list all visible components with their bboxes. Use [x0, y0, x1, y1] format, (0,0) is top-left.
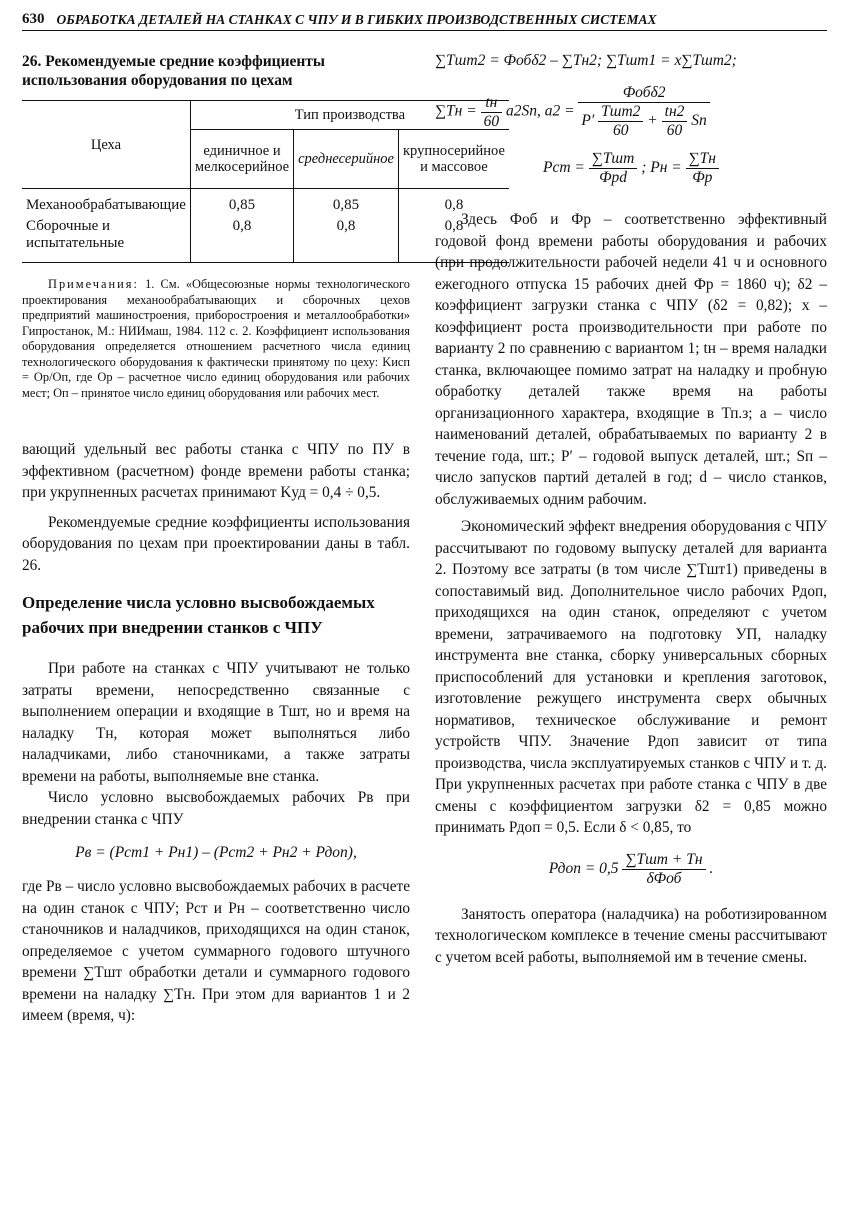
- fraction: [662, 103, 688, 140]
- numerator: ∑Тшт + Тн: [622, 851, 705, 870]
- fraction: [686, 150, 719, 187]
- col-header-medium: среднесерийное: [294, 130, 399, 189]
- paragraph: где Рв – число условно высвобождаемых рабочих в расчете на один станок с ЧПУ; Рст и Рн – соответственно число станочников и наладчиков, приходящихся на один станок, определяемое с учетом суммарного годового штучного времени ∑Тшт обработки детали и суммарного годового времени на наладку ∑Тн. При этом для вариантов 1 и 2 имеем (время, ч):: [22, 878, 410, 1024]
- paragraph: вающий удельный вес работы станка с ЧПУ по ПУ в эффективном (расчетном) фонде времени работы станка; при укрупненных расчетах принимают Kуд = 0,4 ÷ 0,5.: [22, 441, 410, 501]
- fraction: [598, 103, 643, 140]
- table-title: 26. Рекомендуемые средние коэффициенты использования оборудования по цехам: [22, 53, 326, 89]
- running-title: ОБРАБОТКА ДЕТАЛЕЙ НА СТАНКАХ С ЧПУ И В ГИБКИХ ПРОИЗВОДСТВЕННЫХ СИСТЕМАХ: [56, 12, 657, 27]
- paragraph: Здесь Фоб и Фр – соответственно эффективный годовой фонд времени работы оборудования и рабочих (при продолжительности рабочей недели 41 ч и основного ежегодного отпуска 15 рабочих дней Фр = 1860 ч); δ2 – коэффициент загрузки станка с ЧПУ (δ2 = 0,82); x – коэффициент роста производительности при работе по варианту 2 по сравнению с вариантом 1; tн – время наладки станка, включающее помимо затрат на наладку и пробную обработку деталей также время на работы организационного характера, входящие в Тп.з; a – число наименований деталей, обрабатываемых по варианту 2 в течение года, шт.; P′ – годовой выпуск деталей, шт.; Sп – число запусков партий деталей в год; d – число станков, обслуживаемых одним рабочим.: [435, 211, 827, 508]
- fraction: [578, 84, 709, 140]
- numerator: Тшт2: [598, 103, 643, 122]
- cell-single: 0,85: [190, 189, 293, 217]
- formula-part: .: [709, 859, 714, 877]
- numerator: tн: [481, 94, 503, 113]
- formula-tn: [435, 84, 827, 140]
- denominator: δФоб: [646, 869, 682, 887]
- formula-part: ∑Тшт2 = Фобδ2 – ∑Тн2;: [435, 52, 603, 69]
- paragraph: Число условно высвобождаемых рабочих Рв при внедрении станка с ЧПУ: [22, 789, 410, 828]
- cell-medium: 0,8: [294, 216, 399, 263]
- formula-part: P′: [581, 112, 595, 130]
- col-header-shop: Цеха: [22, 101, 190, 189]
- denominator: 60: [483, 112, 500, 130]
- row-name: Механообрабатывающие: [26, 197, 186, 213]
- fraction: [589, 150, 638, 187]
- table-note: [22, 277, 410, 401]
- denominator: 60: [613, 122, 629, 139]
- formula-part: Sп: [691, 112, 707, 130]
- running-header: [22, 6, 827, 31]
- paragraph: Занятость оператора (наладчика) на роботизированном технологическом комплексе в течение смены рассчитывают с учетом всей работы, выполняемой им в течение смены.: [435, 905, 827, 966]
- row-name: Сборочные и испытательные: [22, 216, 190, 263]
- col-header-large: крупносерийное и массовое: [398, 130, 508, 189]
- formula-part: Рдоп = 0,5: [548, 859, 619, 877]
- denominator: 60: [666, 122, 683, 139]
- formula-pdop: [435, 851, 827, 888]
- cell-medium: 0,85: [294, 189, 399, 217]
- formula-part: +: [647, 112, 658, 130]
- numerator: ∑Тшт: [589, 150, 638, 169]
- formula-part: ∑Тн =: [435, 102, 477, 120]
- col-header-production-type: Тип производства: [190, 101, 509, 130]
- formula-tsht: [435, 52, 827, 70]
- denominator: [578, 103, 709, 140]
- formula-pst: [435, 150, 827, 187]
- cell-large: 0,8: [398, 216, 508, 263]
- cell-large: 0,8: [398, 189, 508, 217]
- formula-part: a2Sп, a2 =: [505, 102, 575, 120]
- note-label: Примечания:: [48, 277, 139, 291]
- paragraph: Экономический эффект внедрения оборудования с ЧПУ рассчитывают по годовому выпуску деталей для варианта 2. Поэтому все затраты (в том числе ∑Тшт1) приведены в сопоставимый вид. Дополнительное число рабочих Рдоп, приходящихся на один станок, определяют с учетом времени, затрачиваемого на подготовку УП, наладку инструмента вне станка, сборку универсальных сборных приспособлений для установки и крепления заготовок, изготовление режущего инструмента сверх обычных нормативов, техническое обслуживание и ремонт устройств ЧПУ. Значение Рдоп зависит от типа производства, числа эксплуатируемых станков с ЧПУ и т. д. При укрупненных расчетах при работе станка с ЧПУ в две смены с коэффициентом загрузки δ2 = 0,85 можно принимать Рдоп = 0,5. Если δ < 0,85, то: [435, 518, 827, 836]
- numerator: ∑Тн: [686, 150, 719, 169]
- page-number: 630: [22, 11, 45, 27]
- paragraph: При работе на станках с ЧПУ учитывают не только затраты времени, непосредственно связанные с выполнением операции и входящие в Тшт, но и время на наладку Тн, которая может выполняться либо наладчиками, либо станочниками, а также затраты времени на работы, выполняемые вне станка.: [22, 660, 410, 785]
- numerator: tн2: [662, 103, 688, 122]
- paragraph: Рекомендуемые средние коэффициенты использования оборудования по цехам при проектировании даны в табл. 26.: [22, 513, 410, 574]
- fraction: [622, 851, 705, 888]
- note-text: 1. См. «Общесоюзные нормы технологического проектирования механообрабатывающих и сборочных цехов предприятий машиностроения, приборостроения и металлообработки» Гипростанок, М.: НИИмаш, 1984. 112 с. 2. Коэффициент использования оборудования определяется отношением расчетного числа единиц технологического оборудования к фактически принятому по цеху: Kисп = Ор/Оп, где Ор – расчетное число единиц оборудования или рабочих мест; Оп – принятое число единиц оборудования или рабочих мест.: [22, 277, 410, 400]
- fraction: [481, 94, 503, 131]
- cell-single: 0,8: [190, 216, 293, 263]
- formula-part: Рст =: [543, 159, 585, 177]
- formula-part: ; Рн =: [641, 159, 682, 177]
- formula-part: ∑Тшт1 = x∑Тшт2;: [605, 52, 737, 69]
- section-title: Определение числа условно высвобождаемых рабочих при внедрении станков с ЧПУ: [22, 593, 375, 637]
- denominator: Фрd: [599, 169, 628, 186]
- right-column: [435, 52, 827, 968]
- formula-pv: Рв = (Рст1 + Рн1) – (Рст2 + Рн2 + Рдоп),: [75, 844, 357, 861]
- denominator: Фр: [692, 169, 713, 186]
- numerator: Фобδ2: [578, 84, 709, 103]
- col-header-single: единичное и мелкосерийное: [190, 130, 293, 189]
